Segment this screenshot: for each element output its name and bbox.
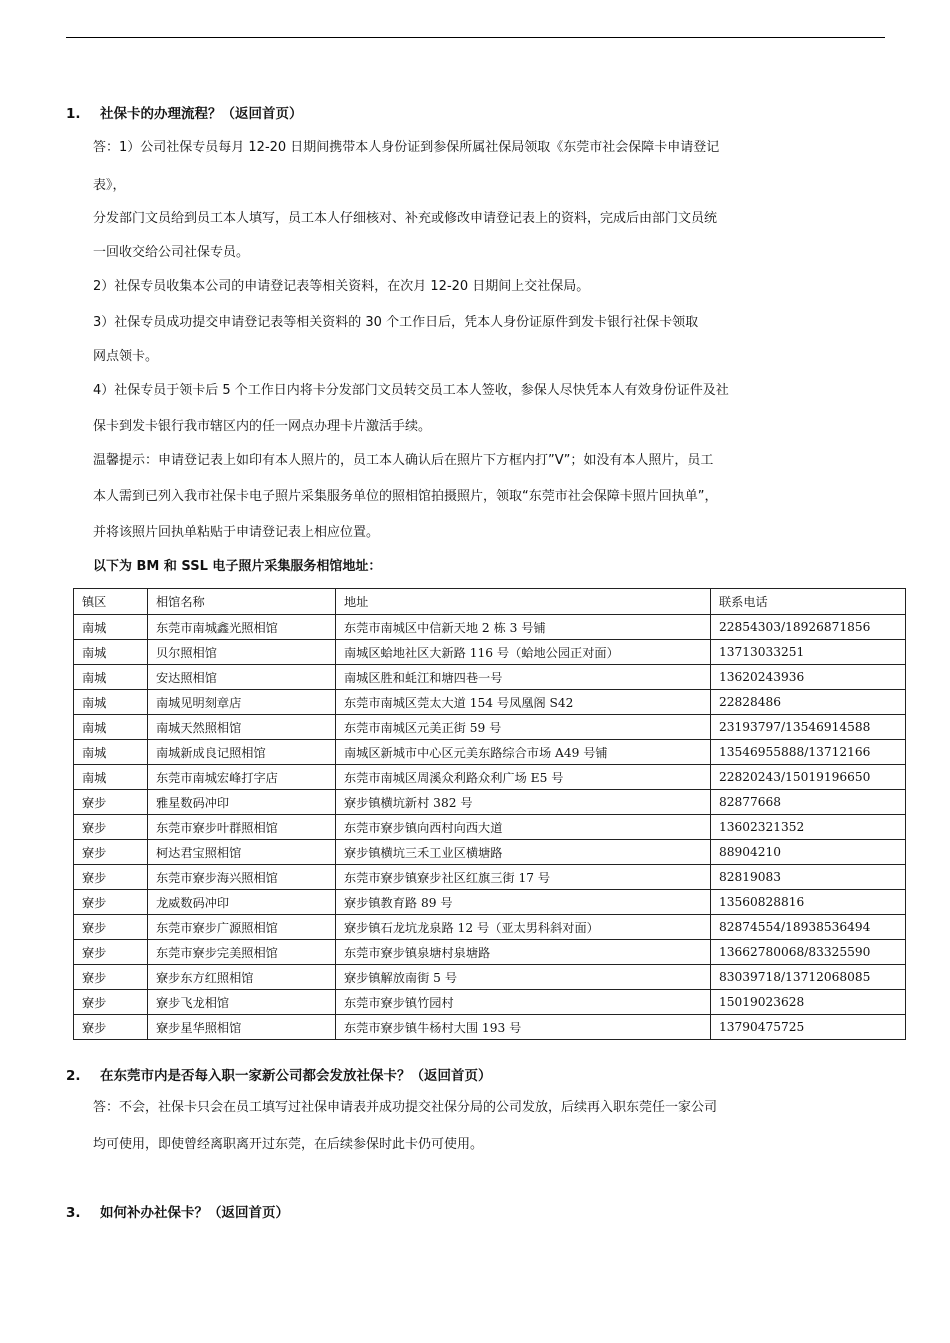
section-1-line: 分发部门文员给到员工本人填写，员工本人仔细核对、补充或修改申请登记表上的资料，完成后由部门文员统 <box>93 211 718 226</box>
cell-address: 南城区胜和蚝江和塘四巷一号 <box>336 665 711 690</box>
cell-address: 寮步镇石龙坑龙泉路 12 号（亚太男科斜对面） <box>336 915 711 940</box>
section-3-heading[interactable] <box>66 1203 289 1223</box>
table-row <box>74 640 906 665</box>
table-row <box>74 690 906 715</box>
cell-phone: 82877668 <box>711 790 906 815</box>
cell-district: 南城 <box>74 740 148 765</box>
cell-studio-name: 雅星数码冲印 <box>148 790 336 815</box>
cell-studio-name: 寮步飞龙相馆 <box>148 990 336 1015</box>
table-row <box>74 790 906 815</box>
cell-studio-name: 东莞市南城宏峰打字店 <box>148 765 336 790</box>
cell-address: 东莞市南城区元美正街 59 号 <box>336 715 711 740</box>
table-row <box>74 840 906 865</box>
cell-phone: 13602321352 <box>711 815 906 840</box>
cell-address: 南城区新城市中心区元美东路综合市场 A49 号铺 <box>336 740 711 765</box>
table-row <box>74 940 906 965</box>
cell-studio-name: 寮步星华照相馆 <box>148 1015 336 1040</box>
cell-studio-name: 安达照相馆 <box>148 665 336 690</box>
cell-phone: 13546955888/13712166 <box>711 740 906 765</box>
table-body <box>74 615 906 1040</box>
table-row <box>74 765 906 790</box>
cell-address: 寮步镇教育路 89 号 <box>336 890 711 915</box>
cell-address: 南城区蛤地社区大新路 116 号（蛤地公园正对面） <box>336 640 711 665</box>
cell-studio-name: 寮步东方红照相馆 <box>148 965 336 990</box>
section-1-line: 一回收交给公司社保专员。 <box>93 245 250 260</box>
cell-studio-name: 东莞市寮步海兴照相馆 <box>148 865 336 890</box>
section-2-heading[interactable] <box>66 1066 492 1086</box>
section-1-line: 保卡到发卡银行我市辖区内的任一网点办理卡片激活手续。 <box>93 419 432 434</box>
cell-district: 寮步 <box>74 915 148 940</box>
table-row <box>74 865 906 890</box>
cell-district: 南城 <box>74 765 148 790</box>
cell-district: 寮步 <box>74 890 148 915</box>
cell-phone: 88904210 <box>711 840 906 865</box>
section-1-heading[interactable] <box>66 104 303 124</box>
table-row <box>74 990 906 1015</box>
table-row <box>74 665 906 690</box>
table-row <box>74 890 906 915</box>
cell-district: 南城 <box>74 715 148 740</box>
cell-address: 东莞市南城区中信新天地 2 栋 3 号铺 <box>336 615 711 640</box>
cell-studio-name: 南城见明刻章店 <box>148 690 336 715</box>
cell-address: 东莞市寮步镇寮步社区红旗三街 17 号 <box>336 865 711 890</box>
cell-address: 东莞市南城区周溪众利路众利广场 E5 号 <box>336 765 711 790</box>
cell-phone: 22828486 <box>711 690 906 715</box>
section-1-line: 3）社保专员成功提交申请登记表等相关资料的 30 个工作日后，凭本人身份证原件到发卡银行社保卡领取 <box>93 315 699 330</box>
table-row <box>74 740 906 765</box>
cell-district: 寮步 <box>74 990 148 1015</box>
cell-studio-name: 东莞市寮步叶群照相馆 <box>148 815 336 840</box>
section-1-line: 网点领卡。 <box>93 349 159 364</box>
cell-phone: 13713033251 <box>711 640 906 665</box>
section-1-line: 4）社保专员于领卡后 5 个工作日内将卡分发部门文员转交员工本人签收，参保人尽快凭本人有效身份证件及社 <box>93 383 729 398</box>
table-row <box>74 1015 906 1040</box>
cell-phone: 83039718/13712068085 <box>711 965 906 990</box>
cell-studio-name: 南城天然照相馆 <box>148 715 336 740</box>
section-2-number: 2. <box>66 1068 81 1084</box>
cell-phone: 15019023628 <box>711 990 906 1015</box>
cell-phone: 82819083 <box>711 865 906 890</box>
cell-address: 东莞市寮步镇竹园村 <box>336 990 711 1015</box>
cell-district: 南城 <box>74 615 148 640</box>
cell-district: 寮步 <box>74 865 148 890</box>
cell-studio-name: 柯达君宝照相馆 <box>148 840 336 865</box>
cell-studio-name: 南城新成良记照相馆 <box>148 740 336 765</box>
section-3-number: 3. <box>66 1205 81 1221</box>
cell-district: 南城 <box>74 665 148 690</box>
cell-address: 东莞市寮步镇泉塘村泉塘路 <box>336 940 711 965</box>
cell-phone: 13620243936 <box>711 665 906 690</box>
section-3-title[interactable]: 如何补办社保卡？（返回首页） <box>100 1205 289 1221</box>
cell-phone: 23193797/13546914588 <box>711 715 906 740</box>
section-1-title[interactable]: 社保卡的办理流程？（返回首页） <box>100 106 303 122</box>
cell-phone: 13790475725 <box>711 1015 906 1040</box>
top-rule <box>66 37 885 38</box>
cell-phone: 13662780068/83325590 <box>711 940 906 965</box>
cell-district: 南城 <box>74 690 148 715</box>
photo-studio-table <box>73 588 906 1040</box>
section-1-line: 答：1）公司社保专员每月 12-20 日期间携带本人身份证到参保所属社保局领取《东莞市社会保障卡申请登记 <box>93 140 720 155</box>
table-header-row <box>74 589 906 615</box>
cell-phone: 82874554/18938536494 <box>711 915 906 940</box>
section-1-line: 温馨提示：申请登记表上如印有本人照片的，员工本人确认后在照片下方框内打”V”；如没有本人照片，员工 <box>93 453 714 468</box>
cell-address: 寮步镇横坑三禾工业区横塘路 <box>336 840 711 865</box>
cell-district: 寮步 <box>74 815 148 840</box>
cell-district: 寮步 <box>74 1015 148 1040</box>
column-header: 地址 <box>336 589 711 615</box>
cell-district: 寮步 <box>74 965 148 990</box>
section-1-line: 表》， <box>93 178 126 193</box>
cell-phone: 22854303/18926871856 <box>711 615 906 640</box>
table-row <box>74 965 906 990</box>
cell-address: 寮步镇横坑新村 382 号 <box>336 790 711 815</box>
table-caption: 以下为 BM 和 SSL 电子照片采集服务相馆地址： <box>93 559 382 574</box>
section-1-number: 1. <box>66 106 81 122</box>
cell-address: 寮步镇解放南街 5 号 <box>336 965 711 990</box>
cell-district: 寮步 <box>74 790 148 815</box>
cell-district: 南城 <box>74 640 148 665</box>
column-header: 相馆名称 <box>148 589 336 615</box>
section-1-line: 本人需到已列入我市社保卡电子照片采集服务单位的照相馆拍摄照片，领取“东莞市社会保障卡照片回执单”， <box>93 489 718 504</box>
section-1-line: 2）社保专员收集本公司的申请登记表等相关资料，在次月 12-20 日期间上交社保局。 <box>93 279 590 294</box>
cell-address: 东莞市南城区莞太大道 154 号凤凰阁 S42 <box>336 690 711 715</box>
cell-district: 寮步 <box>74 940 148 965</box>
cell-studio-name: 东莞市寮步完美照相馆 <box>148 940 336 965</box>
cell-studio-name: 东莞市寮步广源照相馆 <box>148 915 336 940</box>
column-header: 联系电话 <box>711 589 906 615</box>
table-row <box>74 715 906 740</box>
cell-phone: 13560828816 <box>711 890 906 915</box>
cell-phone: 22820243/15019196650 <box>711 765 906 790</box>
cell-district: 寮步 <box>74 840 148 865</box>
cell-studio-name: 贝尔照相馆 <box>148 640 336 665</box>
table-row <box>74 915 906 940</box>
cell-address: 东莞市寮步镇牛杨村大围 193 号 <box>336 1015 711 1040</box>
section-1-line: 并将该照片回执单粘贴于申请登记表上相应位置。 <box>93 525 380 540</box>
section-2-line: 答：不会，社保卡只会在员工填写过社保申请表并成功提交社保分局的公司发放，后续再入职东莞任一家公司 <box>93 1100 718 1115</box>
section-2-line: 均可使用，即使曾经离职离开过东莞，在后续参保时此卡仍可使用。 <box>93 1137 484 1152</box>
cell-address: 东莞市寮步镇向西村向西大道 <box>336 815 711 840</box>
cell-studio-name: 东莞市南城鑫光照相馆 <box>148 615 336 640</box>
table-row <box>74 615 906 640</box>
section-2-title[interactable]: 在东莞市内是否每入职一家新公司都会发放社保卡？（返回首页） <box>100 1068 492 1084</box>
column-header: 镇区 <box>74 589 148 615</box>
table-row <box>74 815 906 840</box>
cell-studio-name: 龙威数码冲印 <box>148 890 336 915</box>
